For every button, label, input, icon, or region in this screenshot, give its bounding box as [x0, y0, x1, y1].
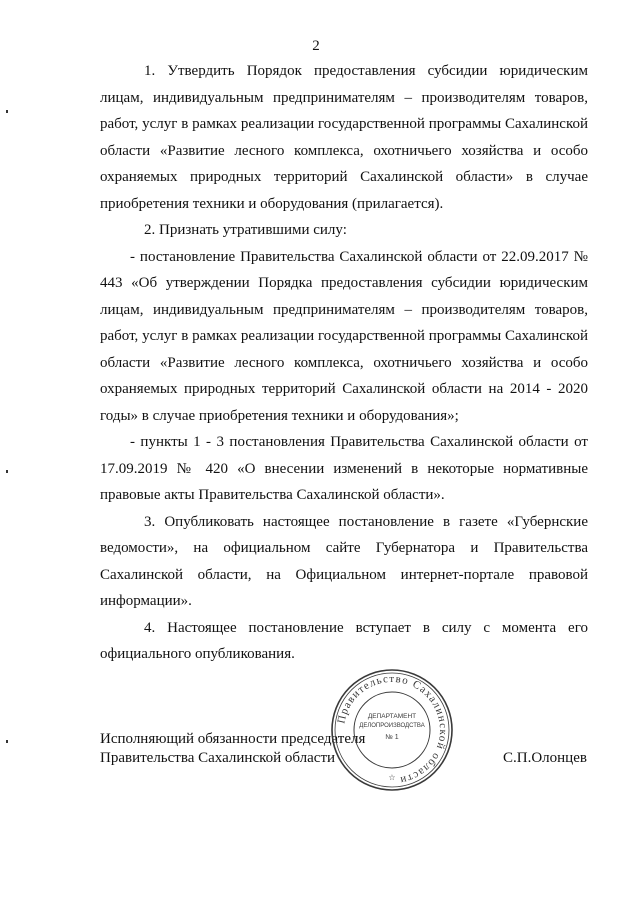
official-seal	[330, 668, 454, 792]
svg-text:Правительство Сахалинской обла	[335, 673, 449, 786]
paragraph-2-item-2: - пункты 1 - 3 постановления Правительства Сахалинской области от 17.09.2019 № 420 «О внесении изменений в некоторые нормативные правовые акты Правительства Сахалинской области».	[100, 434, 588, 503]
seal-inner-line1: ДЕПАРТАМЕНТ	[367, 713, 417, 720]
paragraph-2: 2. Признать утратившими силу:	[144, 222, 347, 238]
seal-inner-line2: ДЕЛОПРОИЗВОДСТВА	[359, 723, 425, 729]
page-number: 2	[312, 38, 320, 54]
paragraph-4: 4. Настоящее постановление вступает в силу с момента его официального опубликования.	[100, 619, 588, 662]
scan-mark	[6, 740, 8, 743]
document-body	[100, 58, 588, 668]
paragraph-3: 3. Опубликовать настоящее постановление в газете «Губернские ведомости», на официальном сайте Губернатора и Правительства Сахалинской области, на Официальном интернет-портале правовой информации».	[100, 513, 588, 609]
signatory-position	[100, 730, 365, 768]
seal-inner-line3: № 1	[385, 734, 399, 741]
signatory-position-line2: Правительства Сахалинской области	[100, 750, 336, 766]
paragraph-2-item-1: - постановление Правительства Сахалинской области от 22.09.2017 № 443 «Об утверждении Порядка предоставления субсидии юридическим лицам, индивидуальным предпринимателям – производителям товаров, работ, услуг в рамках реализации государственной программы Сахалинской области «Развитие лесного комплекса, охотничьего хозяйства и особо охраняемых природных территорий Сахалинской области на 2014 - 2020 годы» в случае приобретения техники и оборудования»;	[100, 248, 588, 424]
seal-outer-text: Правительство Сахалинской области	[335, 672, 450, 787]
signatory-position-line1: Исполняющий обязанности председателя	[100, 731, 366, 747]
paragraph-1: 1. Утвердить Порядок предоставления субсидии юридическим лицам, индивидуальным предпринимателям – производителям товаров, работ, услуг в рамках реализации государственной программы Сахалинской области «Развитие лесного комплекса, охотничьего хозяйства и особо охраняемых природных территорий Сахалинской области» в случае приобретения техники и оборудования (прилагается).	[100, 63, 588, 212]
seal-star-icon: ☆	[388, 773, 396, 782]
seal-stamp-icon	[330, 668, 454, 792]
scan-mark	[6, 110, 8, 113]
scan-mark	[6, 470, 8, 473]
signatory-name: С.П.Олонцев	[503, 750, 587, 766]
